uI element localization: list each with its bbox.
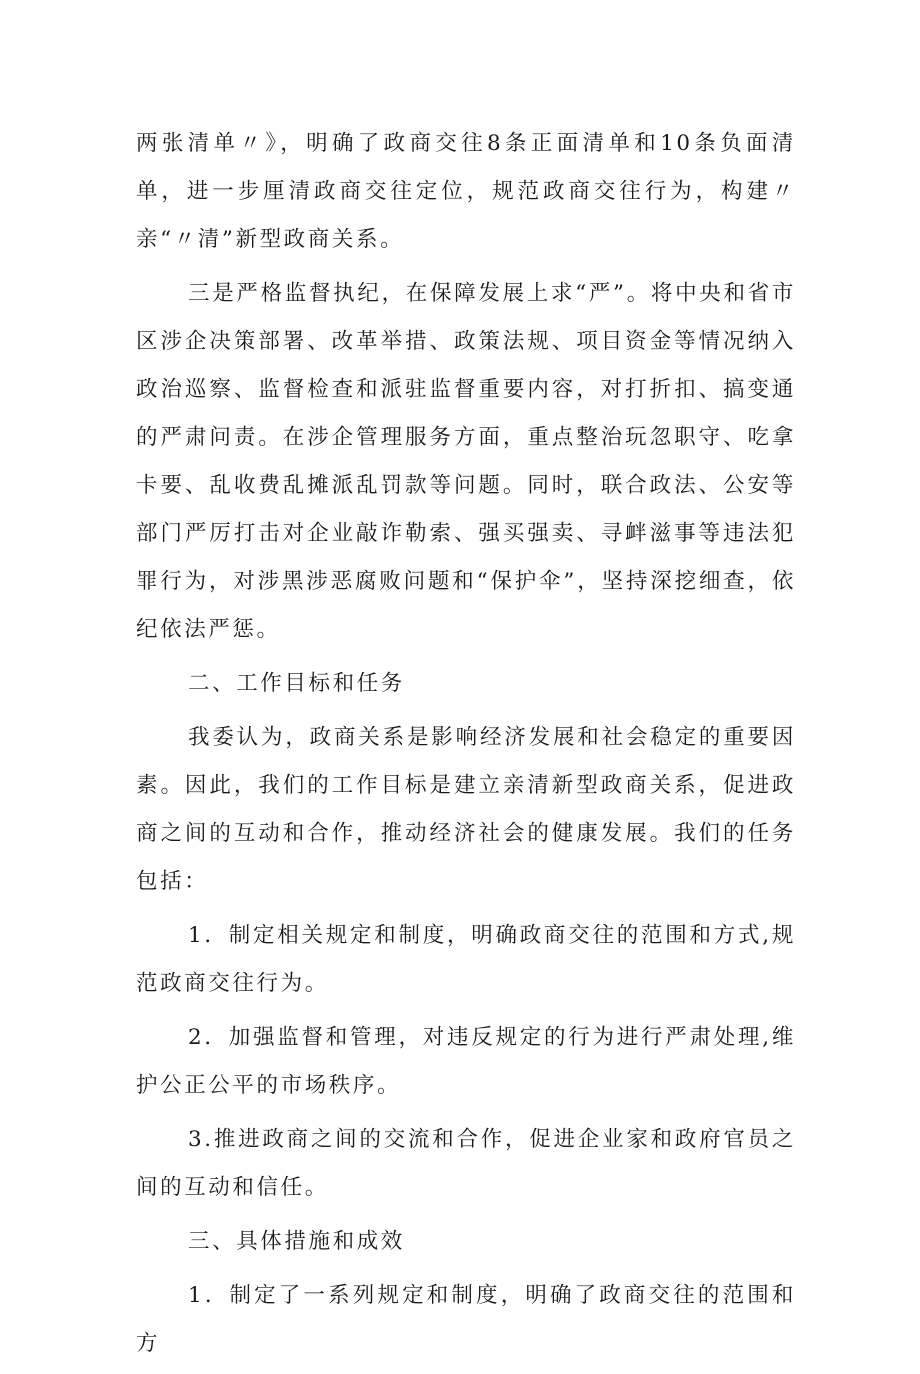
list-item-task-2: 2．加强监督和管理，对违反规定的行为进行严肃处理,维护公正公平的市场秩序。 (136, 1025, 796, 1098)
list-item-measure-1: 1．制定了一系列规定和制度，明确了政商交往的范围和方 (136, 1283, 796, 1356)
document-body (136, 120, 796, 1374)
section-heading-measures: 三、具体措施和成效 (188, 1229, 405, 1254)
paragraph-goals-intro: 我委认为，政商关系是影响经济发展和社会稳定的重要因素。因此，我们的工作目标是建立亲清新型政商关系，促进政商之间的互动和合作，推动经济社会的健康发展。我们的任务包括： (136, 725, 796, 894)
paragraph-continuation: 两张清单〃》，明确了政商交往8条正面清单和10条负面清单，进一步厘清政商交往定位，规范政商交往行为，构建〃亲“〃清”新型政商关系。 (136, 131, 796, 252)
list-item-task-1: 1．制定相关规定和制度，明确政商交往的范围和方式,规范政商交往行为。 (136, 923, 796, 996)
list-item-task-3: 3.推进政商之间的交流和合作，促进企业家和政府官员之间的互动和信任。 (136, 1127, 796, 1200)
section-heading-goals: 二、工作目标和任务 (188, 671, 405, 696)
paragraph-strict-supervision: 三是严格监督执纪，在保障发展上求“严”。将中央和省市区涉企决策部署、改革举措、政策法规、项目资金等情况纳入政治巡察、监督检查和派驻监督重要内容，对打折扣、搞变通的严肃问责。在涉企管理服务方面，重点整治玩忽职守、吃拿卡要、乱收费乱摊派乱罚款等问题。同时，联合政法、公安等部门严厉打击对企业敲诈勒索、强买强卖、寻衅滋事等违法犯罪行为，对涉黑涉恶腐败问题和“保护伞”，坚持深挖细查，依纪依法严惩。 (136, 281, 796, 642)
